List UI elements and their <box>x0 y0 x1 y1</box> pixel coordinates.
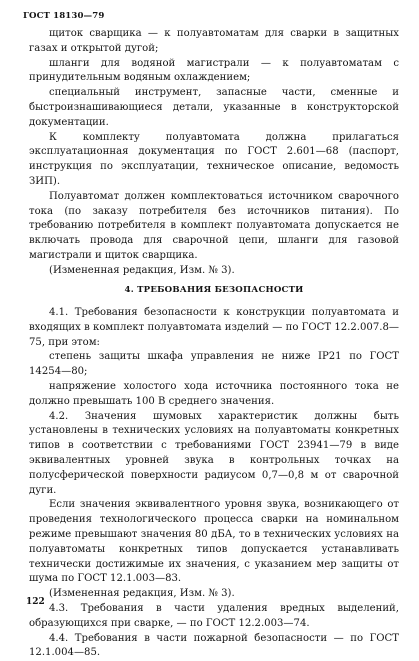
paragraph: шланги для водяной магистрали — к полуавтоматам с принудительным водяным охлаждением; <box>29 57 399 84</box>
paragraph: специальный инструмент, запасные части, сменные и быстроизнашивающиеся детали, указанные в конструкторской документации. <box>29 87 399 128</box>
paragraph: 4.3. Требования в части удаления вредных выделений, образующихся при сварке, — по ГОСТ 12.2.003—74. <box>29 602 399 629</box>
paragraph: 4.1. Требования безопасности к конструкции полуавтомата и входящих в комплект полуавтомата изделий — по ГОСТ 12.2.007.8—75, при этом: <box>29 307 399 348</box>
paragraph: 4.2. Значения шумовых характеристик должны быть установлены в технических условиях на полуавтоматы конкретных типов в соответствии с требованиями ГОСТ 23941—79 в виде эквивалентных уровней звука в контрольных точках на полусферической поверхности радиусом 0,7—0,8 м от сварочной дуги. <box>29 410 399 496</box>
section-title: 4. ТРЕБОВАНИЯ БЕЗОПАСНОСТИ <box>124 285 304 295</box>
paragraph: Полуавтомат должен комплектоваться источником сварочного тока (по заказу потребителя без источников питания). По требованию потребителя в комплект полуавтомата допускается не включать провода для сварочной цепи, шланги для газовой магистрали и щиток сварщика. <box>29 190 399 261</box>
amendment-note: (Измененная редакция, Изм. № 3). <box>49 588 235 600</box>
paragraph: 4.4. Требования в части пожарной безопасности — по ГОСТ 12.1.004—85. <box>29 632 399 659</box>
paragraph: Если значения эквивалентного уровня звука, возникающего от проведения технологического процесса сварки на номинальном режиме превышают значения 80 дБА, то в технических условиях на полуавтоматы конкретных типов допускается устанавливать технически достижимые их значения, с указанием мер защиты от шума по ГОСТ 12.1.003—83. <box>29 499 399 585</box>
page-header: ГОСТ 18130—79 <box>23 11 105 21</box>
amendment-note: (Измененная редакция, Изм. № 3). <box>49 264 235 276</box>
paragraph: К комплекту полуавтомата должна прилагаться эксплуатационная документация по ГОСТ 2.601—68 (паспорт, инструкция по эксплуатации, техническое описание, ведомость ЗИП). <box>29 131 399 187</box>
page-number: 122 <box>26 597 45 607</box>
bottom-text-block <box>29 306 399 661</box>
top-text-block <box>29 27 399 279</box>
paragraph: щиток сварщика — к полуавтоматам для сварки в защитных газах и открытой дугой; <box>29 28 399 54</box>
paragraph: напряжение холостого хода источника постоянного тока не должно превышать 100 В среднего значения. <box>29 380 399 407</box>
paragraph: степень защиты шкафа управления не ниже IP21 по ГОСТ 14254—80; <box>29 351 399 378</box>
